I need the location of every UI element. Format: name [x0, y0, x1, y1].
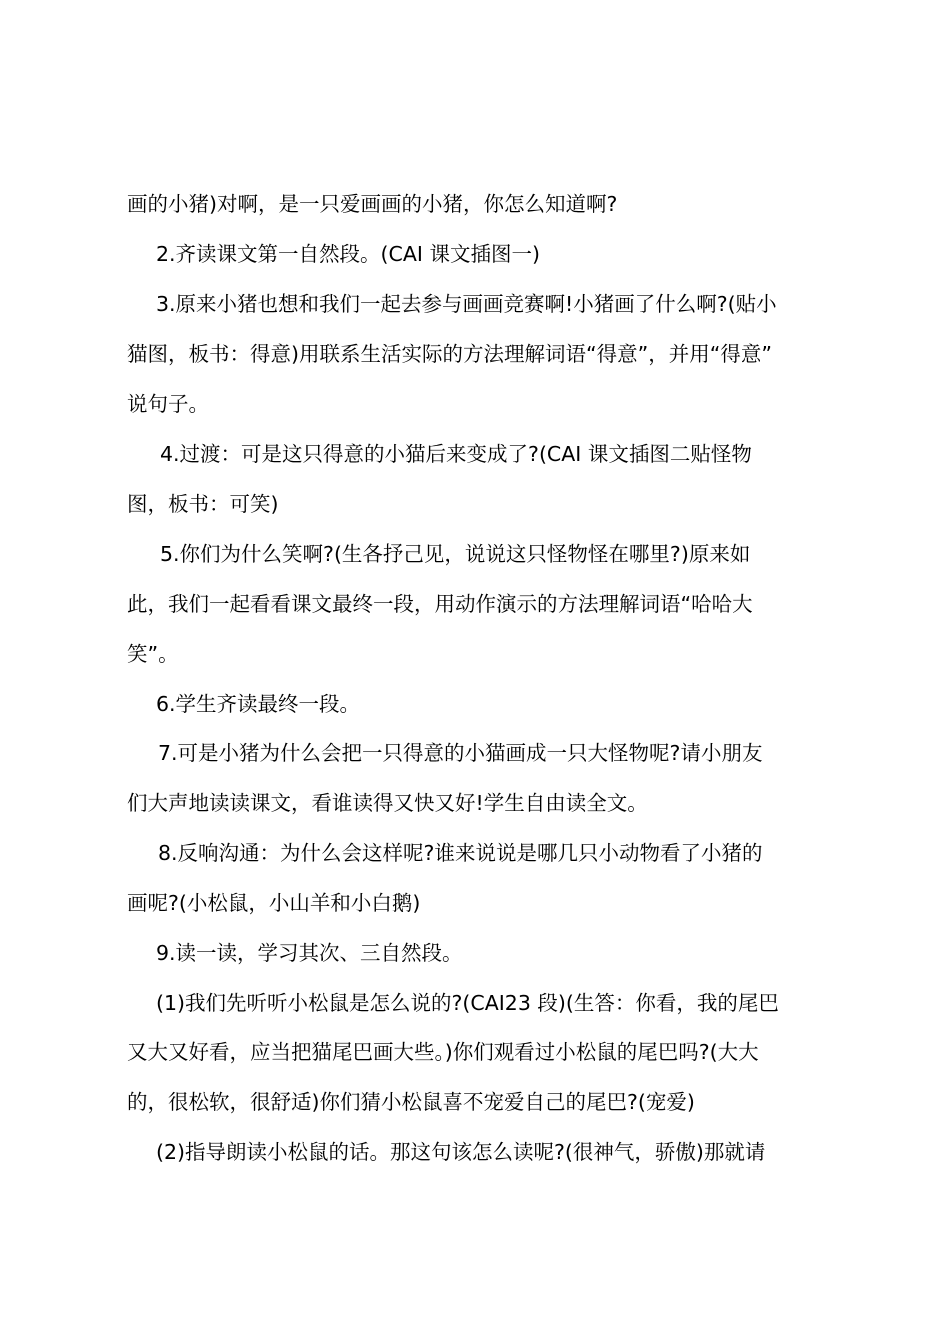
text-line-8: 5.你们为什么笑啊?(生各抒己见，说说这只怪物怪在哪里?)原来如 [160, 542, 751, 566]
text-line-5: 说句子。 [127, 392, 209, 416]
text-line-19: 的，很松软，很舒适)你们猜小松鼠喜不宠爱自己的尾巴?(宠爱) [127, 1090, 695, 1114]
text-line-11: 6.学生齐读最终一段。 [156, 692, 361, 716]
text-line-18: 又大又好看，应当把猫尾巴画大些。)你们观看过小松鼠的尾巴吗?(大大 [127, 1040, 759, 1064]
text-line-10: 笑”。 [127, 642, 179, 666]
text-line-20: (2)指导朗读小松鼠的话。那这句该怎么读呢?(很神气，骄傲)那就请 [156, 1140, 766, 1164]
text-line-3: 3.原来小猪也想和我们一起去参与画画竞赛啊!小猪画了什么啊?(贴小 [156, 292, 777, 316]
text-line-16: 9.读一读，学习其次、三自然段。 [156, 941, 463, 965]
text-line-2: 2.齐读课文第一自然段。(CAI 课文插图一) [156, 242, 540, 266]
text-line-6: 4.过渡：可是这只得意的小猫后来变成了?(CAI 课文插图二贴怪物 [160, 442, 752, 466]
text-line-4: 猫图，板书：得意)用联系生活实际的方法理解词语“得意”，并用“得意” [127, 342, 772, 366]
text-line-9: 此，我们一起看看课文最终一段，用动作演示的方法理解词语“哈哈大 [127, 592, 753, 616]
text-line-13: 们大声地读读课文，看谁读得又快又好!学生自由读全文。 [127, 791, 648, 815]
text-line-14: 8.反响沟通：为什么会这样呢?谁来说说是哪几只小动物看了小猪的 [158, 841, 763, 865]
text-line-12: 7.可是小猪为什么会把一只得意的小猫画成一只大怪物呢?请小朋友 [158, 741, 763, 765]
text-line-1: 画的小猪)对啊，是一只爱画画的小猪，你怎么知道啊? [127, 192, 618, 216]
text-line-15: 画呢?(小松鼠，小山羊和小白鹅) [127, 891, 421, 915]
text-line-17: (1)我们先听听小松鼠是怎么说的?(CAI23 段)(生答：你看，我的尾巴 [156, 991, 779, 1015]
text-line-7: 图，板书：可笑) [127, 492, 279, 516]
